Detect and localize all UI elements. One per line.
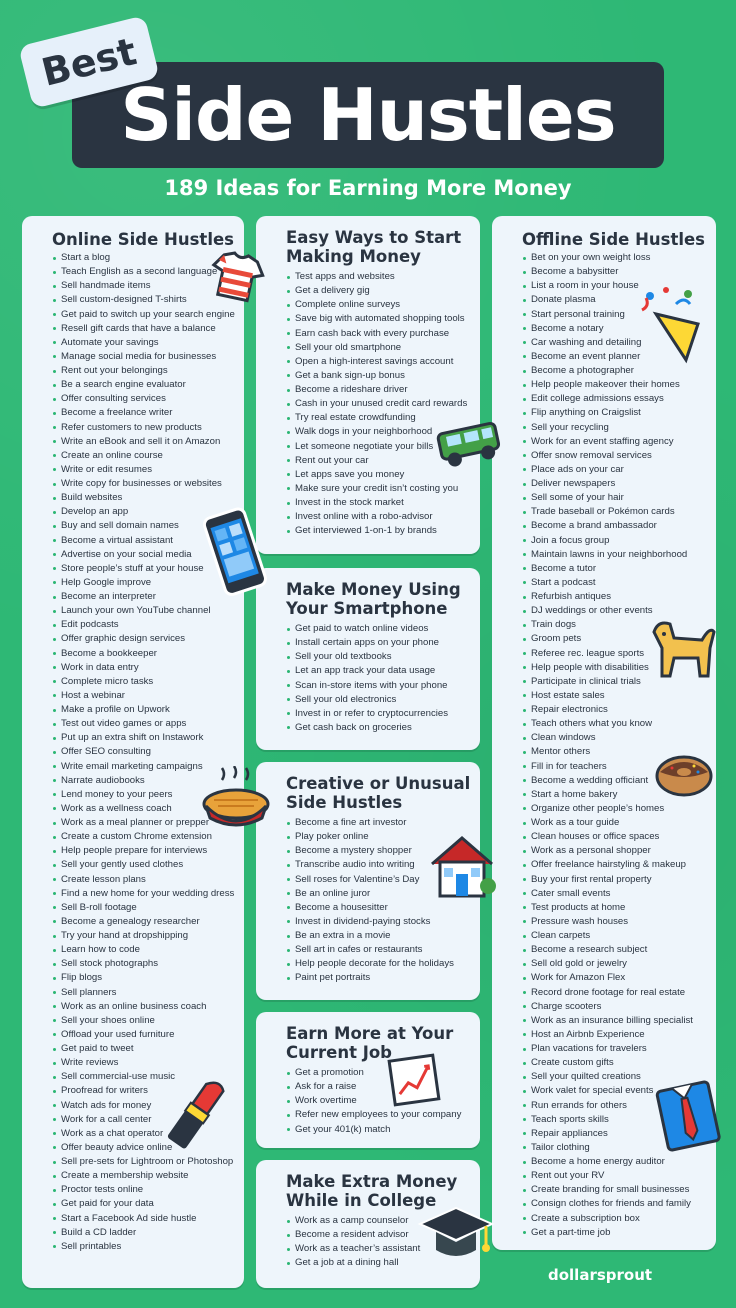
list-item: Get paid to watch online videos xyxy=(286,622,480,636)
list-item: Become a mystery shopper xyxy=(286,844,480,858)
list-item: Become a notary xyxy=(522,322,716,336)
list-item: Fill in for teachers xyxy=(522,760,716,774)
list-item: Sell stock photographs xyxy=(52,957,244,971)
list-item: Work as a chat operator xyxy=(52,1127,244,1141)
list-item: Work as a teacher’s assistant xyxy=(286,1242,480,1256)
list-item: Test out video games or apps xyxy=(52,717,244,731)
list-item: Clean windows xyxy=(522,731,716,745)
list-item: Get your 401(k) match xyxy=(286,1123,480,1137)
list-item: Become a wedding officiant xyxy=(522,774,716,788)
list-item: Consign clothes for friends and family xyxy=(522,1197,716,1211)
list-item: Sell your old textbooks xyxy=(286,650,480,664)
list-item: Let apps save you money xyxy=(286,468,480,482)
list-item: Sell handmade items xyxy=(52,279,244,293)
list-item: Become a tutor xyxy=(522,562,716,576)
list-item: Help people with disabilities xyxy=(522,661,716,675)
list-item: Teach English as a second language xyxy=(52,265,244,279)
list-item: Flip blogs xyxy=(52,971,244,985)
tshirt-icon xyxy=(206,248,268,304)
list-item: Become a housesitter xyxy=(286,901,480,915)
list-item: Walk dogs in your neighborhood xyxy=(286,425,480,439)
list-item: Create lesson plans xyxy=(52,873,244,887)
list-item: Sell pre-sets for Lightroom or Photoshop xyxy=(52,1155,244,1169)
list-item: Get a job at a dining hall xyxy=(286,1256,480,1270)
list-item: Develop an app xyxy=(52,505,244,519)
card-current-job xyxy=(256,1012,480,1148)
list-easy xyxy=(286,270,480,538)
list-item: Help people prepare for interviews xyxy=(52,844,244,858)
list-item: Become a rideshare driver xyxy=(286,383,480,397)
page-subtitle: 189 Ideas for Earning More Money xyxy=(164,176,572,200)
list-item: Sell old gold or jewelry xyxy=(522,957,716,971)
list-item: Work for a call center xyxy=(52,1113,244,1127)
list-item: Work as a meal planner or prepper xyxy=(52,816,244,830)
list-item: Become a bookkeeper xyxy=(52,647,244,661)
list-item: Paint pet portraits xyxy=(286,971,480,985)
list-item: Offer consulting services xyxy=(52,392,244,406)
list-item: Offer snow removal services xyxy=(522,449,716,463)
section-title-smartphone-2: Your Smartphone xyxy=(286,599,448,618)
list-item: Transcribe audio into writing xyxy=(286,858,480,872)
list-item: Edit podcasts xyxy=(52,618,244,632)
list-item: Create custom gifts xyxy=(522,1056,716,1070)
list-item: Work overtime xyxy=(286,1094,480,1108)
list-item: Flip anything on Craigslist xyxy=(522,406,716,420)
list-item: Work as an online business coach xyxy=(52,1000,244,1014)
brand-logo: dollarsprout xyxy=(548,1266,653,1284)
list-item: Cater small events xyxy=(522,887,716,901)
list-item: Launch your own YouTube channel xyxy=(52,604,244,618)
list-item: Buy your first rental property xyxy=(522,873,716,887)
list-item: Trade baseball or Pokémon cards xyxy=(522,505,716,519)
list-item: Start a podcast xyxy=(522,576,716,590)
list-item: DJ weddings or other events xyxy=(522,604,716,618)
car-icon xyxy=(434,418,506,470)
list-item: Become an event planner xyxy=(522,350,716,364)
list-item: Sell roses for Valentine’s Day xyxy=(286,873,480,887)
donut-icon xyxy=(654,748,714,798)
list-item: Deliver newspapers xyxy=(522,477,716,491)
list-item: Test products at home xyxy=(522,901,716,915)
list-item: Pressure wash houses xyxy=(522,915,716,929)
list-item: Play poker online xyxy=(286,830,480,844)
list-item: Invest online with a robo-advisor xyxy=(286,510,480,524)
list-smartphone xyxy=(286,622,480,735)
list-item: Complete online surveys xyxy=(286,298,480,312)
list-item: Get cash back on groceries xyxy=(286,721,480,735)
list-item: Store people’s stuff at your house xyxy=(52,562,244,576)
section-title-college-1: Make Extra Money xyxy=(286,1172,458,1191)
list-item: Offer beauty advice online xyxy=(52,1141,244,1155)
list-item: Get a promotion xyxy=(286,1066,480,1080)
list-item: Become a babysitter xyxy=(522,265,716,279)
list-item: Write or edit resumes xyxy=(52,463,244,477)
list-item: Resell gift cards that have a balance xyxy=(52,322,244,336)
list-item: Rent out your car xyxy=(286,454,480,468)
section-title-college-2: While in College xyxy=(286,1191,437,1210)
list-item: Car washing and detailing xyxy=(522,336,716,350)
list-item: Clean carpets xyxy=(522,929,716,943)
shirt-tie-icon xyxy=(652,1076,724,1154)
list-item: Organize other people’s homes xyxy=(522,802,716,816)
list-item: Sell printables xyxy=(52,1240,244,1254)
list-item: Get paid to tweet xyxy=(52,1042,244,1056)
section-title-easy-2: Making Money xyxy=(286,247,421,266)
list-item: Test apps and websites xyxy=(286,270,480,284)
list-item: Become a research subject xyxy=(522,943,716,957)
list-item: Sell your shoes online xyxy=(52,1014,244,1028)
list-item: Sell B-roll footage xyxy=(52,901,244,915)
list-item: Start a blog xyxy=(52,251,244,265)
list-item: Learn how to code xyxy=(52,943,244,957)
list-item: Create an online course xyxy=(52,449,244,463)
section-title-creative-1: Creative or Unusual xyxy=(286,774,471,793)
list-item: Sell your quilted creations xyxy=(522,1070,716,1084)
list-item: Offer freelance hairstyling & makeup xyxy=(522,858,716,872)
list-item: Edit college admissions essays xyxy=(522,392,716,406)
list-item: Work as an insurance billing specialist xyxy=(522,1014,716,1028)
list-item: Lend money to your peers xyxy=(52,788,244,802)
list-item: Invest in dividend-paying stocks xyxy=(286,915,480,929)
list-item: Refer customers to new products xyxy=(52,421,244,435)
section-title-creative-2: Side Hustles xyxy=(286,793,403,812)
list-item: Create a subscription box xyxy=(522,1212,716,1226)
list-item: Offload your used furniture xyxy=(52,1028,244,1042)
list-item: Repair appliances xyxy=(522,1127,716,1141)
list-item: Become a freelance writer xyxy=(52,406,244,420)
section-title-job-1: Earn More at Your xyxy=(286,1024,454,1043)
list-item: Refurbish antiques xyxy=(522,590,716,604)
list-item: Plan vacations for travelers xyxy=(522,1042,716,1056)
smartphone-icon xyxy=(196,506,272,598)
list-item: Write an eBook and sell it on Amazon xyxy=(52,435,244,449)
list-item: Get paid for your data xyxy=(52,1197,244,1211)
list-item: Earn cash back with every purchase xyxy=(286,327,480,341)
list-item: Make a profile on Upwork xyxy=(52,703,244,717)
list-item: Work as a camp counselor xyxy=(286,1214,480,1228)
list-item: Ask for a raise xyxy=(286,1080,480,1094)
list-item: Record drone footage for real estate xyxy=(522,986,716,1000)
list-item: Rent out your RV xyxy=(522,1169,716,1183)
list-item: Save big with automated shopping tools xyxy=(286,312,480,326)
list-item: Groom pets xyxy=(522,632,716,646)
list-item: Participate in clinical trials xyxy=(522,675,716,689)
list-job xyxy=(286,1066,480,1137)
best-badge: Best xyxy=(18,15,160,109)
pie-icon xyxy=(200,766,272,832)
list-item: Make sure your credit isn’t costing you xyxy=(286,482,480,496)
lipstick-icon xyxy=(164,1070,230,1156)
list-item: Complete micro tasks xyxy=(52,675,244,689)
house-icon xyxy=(426,832,498,902)
section-title-smartphone-1: Make Money Using xyxy=(286,580,461,599)
list-item: Sell your recycling xyxy=(522,421,716,435)
list-item: Run errands for others xyxy=(522,1099,716,1113)
list-item: Work in data entry xyxy=(52,661,244,675)
list-item: Open a high-interest savings account xyxy=(286,355,480,369)
list-item: Be a search engine evaluator xyxy=(52,378,244,392)
section-title-easy-1: Easy Ways to Start xyxy=(286,228,462,247)
list-item: Repair electronics xyxy=(522,703,716,717)
list-item: Help people decorate for the holidays xyxy=(286,957,480,971)
list-item: Cash in your unused credit card rewards xyxy=(286,397,480,411)
list-item: Join a focus group xyxy=(522,534,716,548)
list-item: Put up an extra shift on Instawork xyxy=(52,731,244,745)
list-item: Host estate sales xyxy=(522,689,716,703)
list-item: Sell planners xyxy=(52,986,244,1000)
list-item: Teach others what you know xyxy=(522,717,716,731)
list-item: Proofread for writers xyxy=(52,1084,244,1098)
list-item: Get paid to switch up your search engine xyxy=(52,308,244,322)
section-title-job-2: Current Job xyxy=(286,1043,392,1062)
list-item: Train dogs xyxy=(522,618,716,632)
list-item: Try real estate crowdfunding xyxy=(286,411,480,425)
list-item: Advertise on your social media xyxy=(52,548,244,562)
list-item: Rent out your belongings xyxy=(52,364,244,378)
list-item: List a room in your house xyxy=(522,279,716,293)
list-item: Clean houses or office spaces xyxy=(522,830,716,844)
list-item: Let an app track your data usage xyxy=(286,664,480,678)
list-item: Become a genealogy researcher xyxy=(52,915,244,929)
list-item: Narrate audiobooks xyxy=(52,774,244,788)
list-item: Become a fine art investor xyxy=(286,816,480,830)
list-item: Tailor clothing xyxy=(522,1141,716,1155)
list-item: Donate plasma xyxy=(522,293,716,307)
list-item: Be an extra in a movie xyxy=(286,929,480,943)
dog-icon xyxy=(644,612,720,682)
section-title-offline: Offline Side Hustles xyxy=(522,230,705,249)
list-item: Try your hand at dropshipping xyxy=(52,929,244,943)
list-item: Write reviews xyxy=(52,1056,244,1070)
list-item: Work valet for special events xyxy=(522,1084,716,1098)
list-item: Become a resident advisor xyxy=(286,1228,480,1242)
list-item: Proctor tests online xyxy=(52,1183,244,1197)
list-item: Invest in the stock market xyxy=(286,496,480,510)
list-item: Get a part-time job xyxy=(522,1226,716,1240)
list-item: Manage social media for businesses xyxy=(52,350,244,364)
list-item: Find a new home for your wedding dress xyxy=(52,887,244,901)
list-item: Sell your gently used clothes xyxy=(52,858,244,872)
list-item: Install certain apps on your phone xyxy=(286,636,480,650)
list-item: Write email marketing campaigns xyxy=(52,760,244,774)
list-item: Sell some of your hair xyxy=(522,491,716,505)
list-item: Sell art in cafes or restaurants xyxy=(286,943,480,957)
party-popper-icon xyxy=(636,284,706,368)
list-item: Offer graphic design services xyxy=(52,632,244,646)
graduation-cap-icon xyxy=(416,1196,496,1268)
list-item: Help Google improve xyxy=(52,576,244,590)
list-item: Host a webinar xyxy=(52,689,244,703)
list-item: Create branding for small businesses xyxy=(522,1183,716,1197)
list-item: Refer new employees to your company xyxy=(286,1108,480,1122)
card-easy-ways xyxy=(256,216,480,554)
list-item: Offer SEO consulting xyxy=(52,745,244,759)
section-title-online: Online Side Hustles xyxy=(52,230,234,249)
list-item: Buy and sell domain names xyxy=(52,519,244,533)
list-item: Get a bank sign-up bonus xyxy=(286,369,480,383)
list-item: Work for an event staffing agency xyxy=(522,435,716,449)
list-item: Mentor others xyxy=(522,745,716,759)
list-item: Be an online juror xyxy=(286,887,480,901)
list-item: Teach sports skills xyxy=(522,1113,716,1127)
list-item: Place ads on your car xyxy=(522,463,716,477)
list-item: Create a membership website xyxy=(52,1169,244,1183)
card-smartphone xyxy=(256,568,480,750)
list-item: Build websites xyxy=(52,491,244,505)
list-item: Work as a tour guide xyxy=(522,816,716,830)
list-item: Create a custom Chrome extension xyxy=(52,830,244,844)
list-item: Sell custom-designed T-shirts xyxy=(52,293,244,307)
list-item: Build a CD ladder xyxy=(52,1226,244,1240)
list-item: Get interviewed 1-on-1 by brands xyxy=(286,524,480,538)
list-item: Become a photographer xyxy=(522,364,716,378)
chart-icon xyxy=(386,1052,442,1108)
list-item: Work for Amazon Flex xyxy=(522,971,716,985)
list-item: Bet on your own weight loss xyxy=(522,251,716,265)
list-item: Watch ads for money xyxy=(52,1099,244,1113)
list-item: Start a home bakery xyxy=(522,788,716,802)
list-item: Work as a wellness coach xyxy=(52,802,244,816)
list-item: Work as a personal shopper xyxy=(522,844,716,858)
list-item: Scan in-store items with your phone xyxy=(286,679,480,693)
list-item: Become a home energy auditor xyxy=(522,1155,716,1169)
list-item: Start personal training xyxy=(522,308,716,322)
list-item: Referee rec. league sports xyxy=(522,647,716,661)
page-title: Side Hustles xyxy=(120,73,616,157)
list-item: Charge scooters xyxy=(522,1000,716,1014)
list-item: Write copy for businesses or websites xyxy=(52,477,244,491)
list-item: Become a virtual assistant xyxy=(52,534,244,548)
list-item: Invest in or refer to cryptocurrencies xyxy=(286,707,480,721)
list-item: Sell your old smartphone xyxy=(286,341,480,355)
list-item: Get a delivery gig xyxy=(286,284,480,298)
list-item: Maintain lawns in your neighborhood xyxy=(522,548,716,562)
list-item: Start a Facebook Ad side hustle xyxy=(52,1212,244,1226)
list-item: Host an Airbnb Experience xyxy=(522,1028,716,1042)
list-item: Let someone negotiate your bills xyxy=(286,440,480,454)
list-item: Sell commercial-use music xyxy=(52,1070,244,1084)
list-item: Sell your old electronics xyxy=(286,693,480,707)
list-item: Help people makeover their homes xyxy=(522,378,716,392)
list-item: Become an interpreter xyxy=(52,590,244,604)
list-item: Become a brand ambassador xyxy=(522,519,716,533)
list-item: Automate your savings xyxy=(52,336,244,350)
